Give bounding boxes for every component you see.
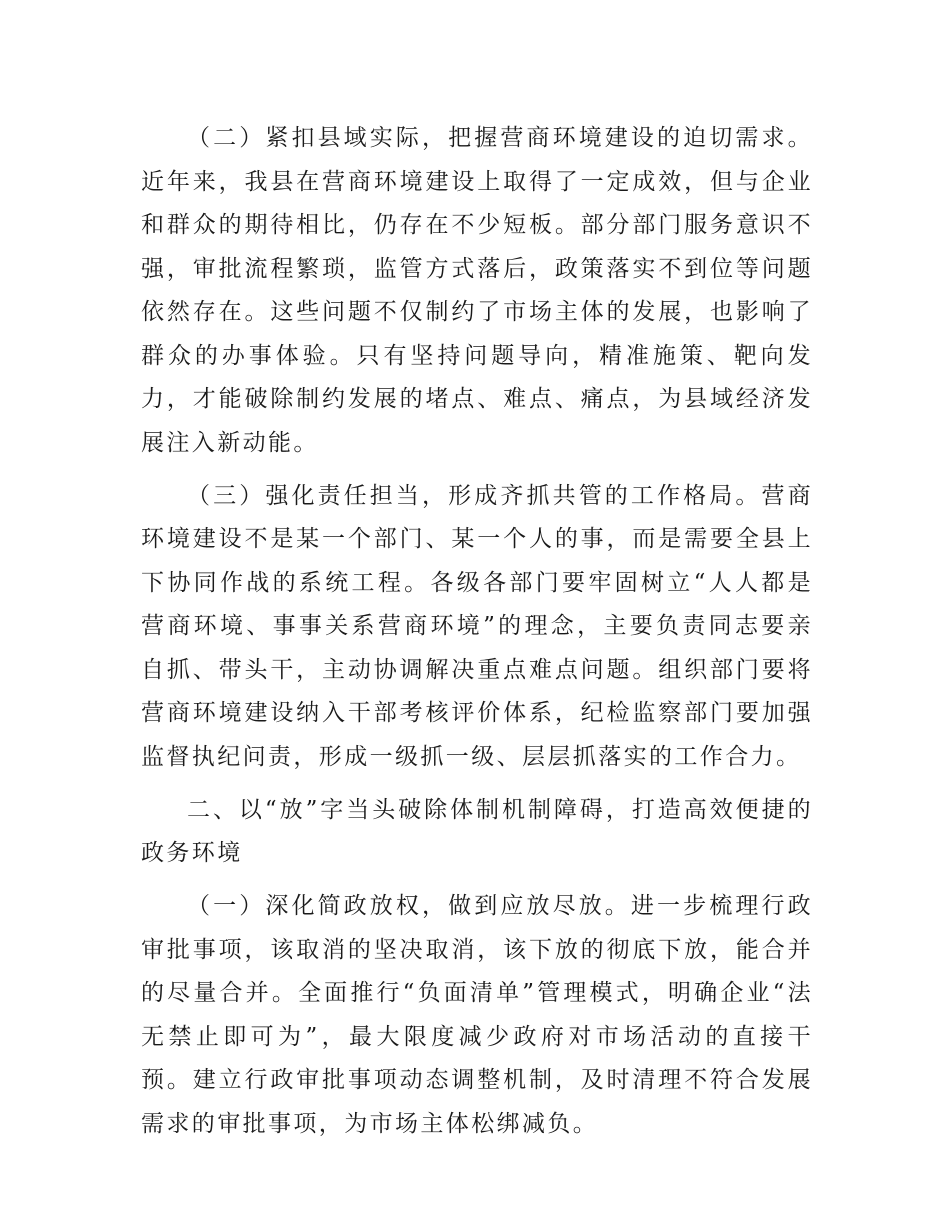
- paragraph-section-2-1: （一）深化简政放权，做到应放尽放。进一步梳理行政审批事项，该取消的坚决取消，该下放的彻底下放，能合并的尽量合并。全面推行“负面清单”管理模式，明确企业“法无禁止即可为”，最大限度减少政府对市场活动的直接干预。建立行政审批事项动态调整机制，及时清理不符合发展需求的审批事项，为市场主体松绑减负。: [141, 893, 813, 1137]
- document-body: [141, 117, 813, 1146]
- paragraph-section-1-3: （三）强化责任担当，形成齐抓共管的工作格局。营商环境建设不是某一个部门、某一个人的事，而是需要全县上下协同作战的系统工程。各级各部门要牢固树立“人人都是营商环境、事事关系营商环境”的理念，主要负责同志要亲自抓、带头干，主动协调解决重点难点问题。组织部门要将营商环境建设纳入干部考核评价体系，纪检监察部门要加强监督执纪问责，形成一级抓一级、层层抓落实的工作合力。: [141, 482, 813, 770]
- section-heading-2: 二、以“放”字当头破除体制机制障碍，打造高效便捷的政务环境: [141, 796, 813, 866]
- paragraph-section-1-2: （二）紧扣县域实际，把握营商环境建设的迫切需求。近年来，我县在营商环境建设上取得了一定成效，但与企业和群众的期待相比，仍存在不少短板。部分部门服务意识不强，审批流程繁琐，监管方式落后，政策落实不到位等问题依然存在。这些问题不仅制约了市场主体的发展，也影响了群众的办事体验。只有坚持问题导向，精准施策、靶向发力，才能破除制约发展的堵点、难点、痛点，为县域经济发展注入新动能。: [141, 125, 813, 456]
